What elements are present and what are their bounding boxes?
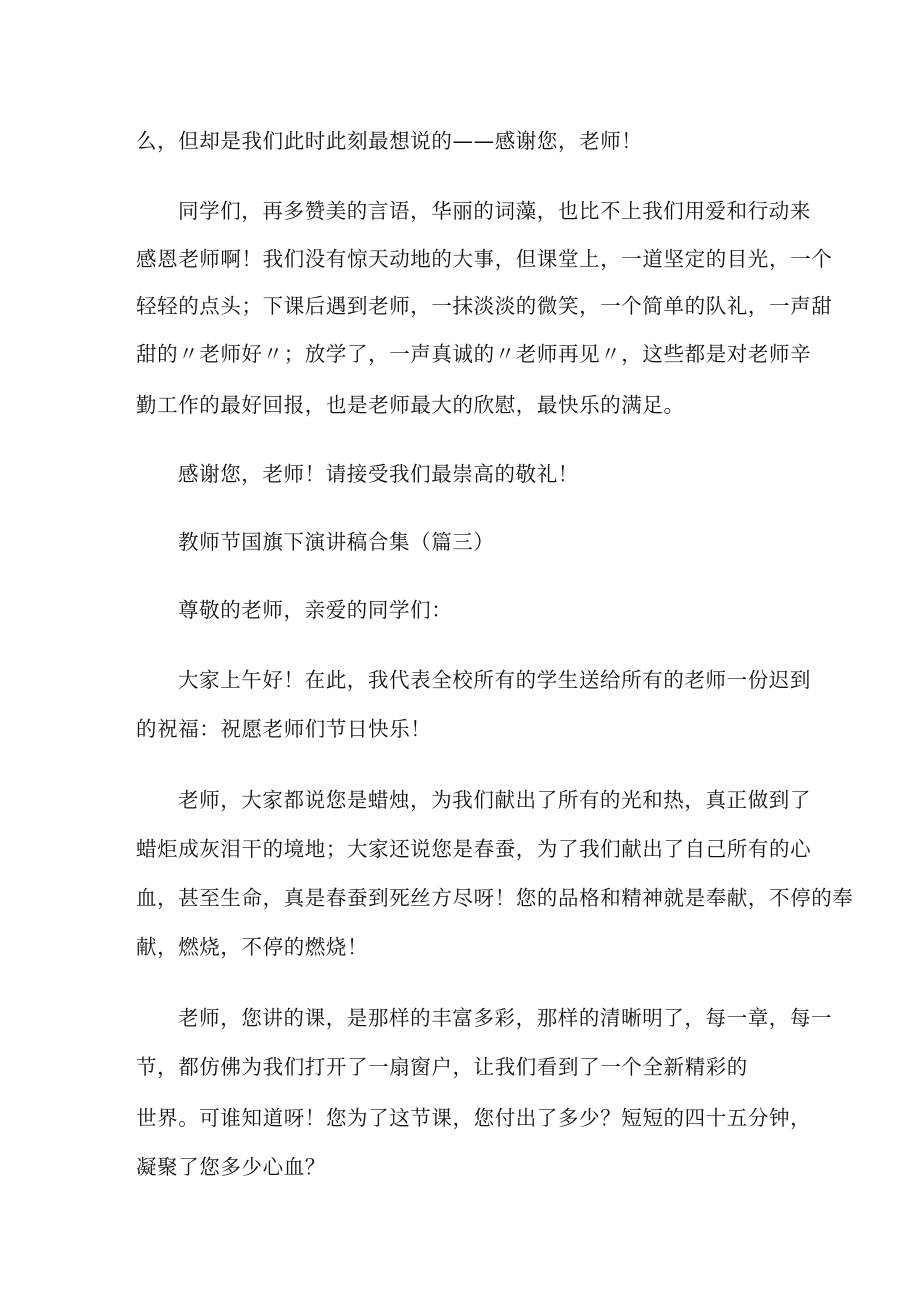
text-line-3: 感恩老师啊！我们没有惊天动地的大事，但课堂上，一道坚定的目光，一个 — [136, 247, 833, 271]
text-line-4: 轻轻的点头；下课后遇到老师，一抹淡淡的微笑，一个简单的队礼，一声甜 — [136, 294, 833, 318]
text-line-18: 世界。可谁知道呀！您为了这节课，您付出了多少？短短的四十五分钟， — [136, 1106, 812, 1130]
text-line-17: 节，都仿佛为我们打开了一扇窗户，让我们看到了一个全新精彩的 — [136, 1055, 748, 1079]
section-title: 教师节国旗下演讲稿合集（篇三） — [178, 530, 495, 554]
text-line-15: 献，燃烧，不停的燃烧！ — [136, 935, 369, 959]
greeting-line: 尊敬的老师，亲爱的同学们： — [178, 598, 453, 622]
text-line-10: 大家上午好！在此，我代表全校所有的学生送给所有的老师一份迟到 — [178, 668, 811, 692]
text-line-2: 同学们，再多赞美的言语，华丽的词藻，也比不上我们用爱和行动来 — [178, 199, 811, 223]
text-line-12: 老师，大家都说您是蜡烛，为我们献出了所有的光和热，真正做到了 — [178, 788, 811, 812]
text-line-7: 感谢您，老师！请接受我们最崇高的敬礼！ — [178, 462, 579, 486]
text-line-5: 甜的〃老师好〃；放学了，一声真诚的〃老师再见〃，这些都是对老师辛 — [136, 342, 812, 366]
text-line-16: 老师，您讲的课，是那样的丰富多彩，那样的清晰明了，每一章，每一 — [178, 1006, 833, 1030]
text-line-1: 么，但却是我们此时此刻最想说的——感谢您，老师！ — [136, 129, 643, 153]
text-line-19: 凝聚了您多少心血？ — [136, 1155, 326, 1179]
text-line-13: 蜡炬成灰泪干的境地；大家还说您是春蚕，为了我们献出了自己所有的心 — [136, 837, 812, 861]
text-line-6: 勤工作的最好回报，也是老师最大的欣慰，最快乐的满足。 — [136, 393, 685, 417]
text-line-11: 的祝福：祝愿老师们节日快乐！ — [136, 717, 432, 741]
text-line-14: 血，甚至生命，真是春蚕到死丝方尽呀！您的品格和精神就是奉献，不停的奉 — [136, 886, 854, 910]
